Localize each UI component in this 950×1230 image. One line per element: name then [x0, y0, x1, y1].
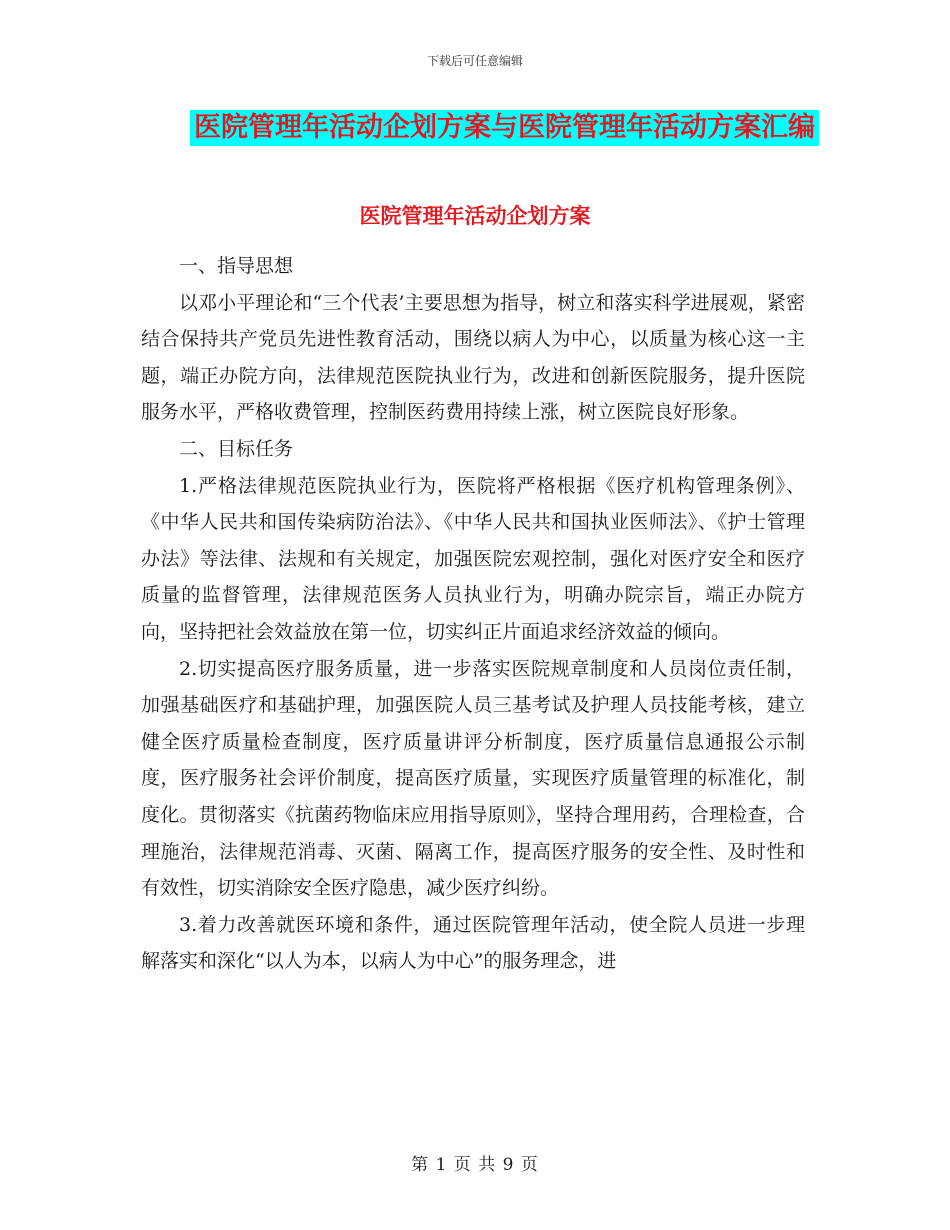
header-note: 下载后可任意编辑	[426, 54, 523, 68]
document-body	[141, 248, 805, 980]
paragraph-task-1: 1.严格法律规范医院执业行为，医院将严格根据《医疗机构管理条例》、《中华人民共和国传染病防治法》、《中华人民共和国执业医师法》、《护士管理办法》等法律、法规和有关规定，加强医院宏观控制，强化对医疗安全和医疗质量的监督管理，法律规范医务人员执业行为，明确办院宗旨，端正办院方向，坚持把社会效益放在第一位，切实纠正片面追求经济效益的倾向。	[141, 474, 805, 643]
document-main-title: 医院管理年活动企划方案与医院管理年活动方案汇编	[190, 110, 819, 146]
heading-goals-tasks: 二、目标任务	[179, 437, 294, 460]
paragraph-guiding-ideology: 以邓小平理论和“三个代表’主要思想为指导，树立和落实科学进展观，紧密结合保持共产党员先进性教育活动，围绕以病人为中心，以质量为核心这一主题，端正办院方向，法律规范医院执业行为，改进和创新医院服务，提升医院服务水平，严格收费管理，控制医药费用持续上涨，树立医院良好形象。	[141, 291, 805, 424]
section-title: 医院管理年活动企划方案	[359, 204, 591, 228]
page-number-footer: 第 1 页 共 9 页	[411, 1155, 539, 1175]
paragraph-task-3: 3.着力改善就医环境和条件，通过医院管理年活动，使全院人员进一步理解落实和深化“以人为本，以病人为中心”的服务理念，进	[141, 913, 805, 973]
paragraph-task-2: 2.切实提高医疗服务质量，进一步落实医院规章制度和人员岗位责任制，加强基础医疗和基础护理，加强医院人员三基考试及护理人员技能考核，建立健全医疗质量检查制度，医疗质量讲评分析制度，医疗质量信息通报公示制度，医疗服务社会评价制度，提高医疗质量，实现医疗质量管理的标准化，制度化。贯彻落实《抗菌药物临床应用指导原则》，坚持合理用药，合理检查，合理施治，法律规范消毒、灭菌、隔离工作，提高医疗服务的安全性、及时性和有效性，切实消除安全医疗隐患，减少医疗纠纷。	[141, 657, 805, 900]
heading-guiding-ideology: 一、指导思想	[179, 255, 294, 277]
